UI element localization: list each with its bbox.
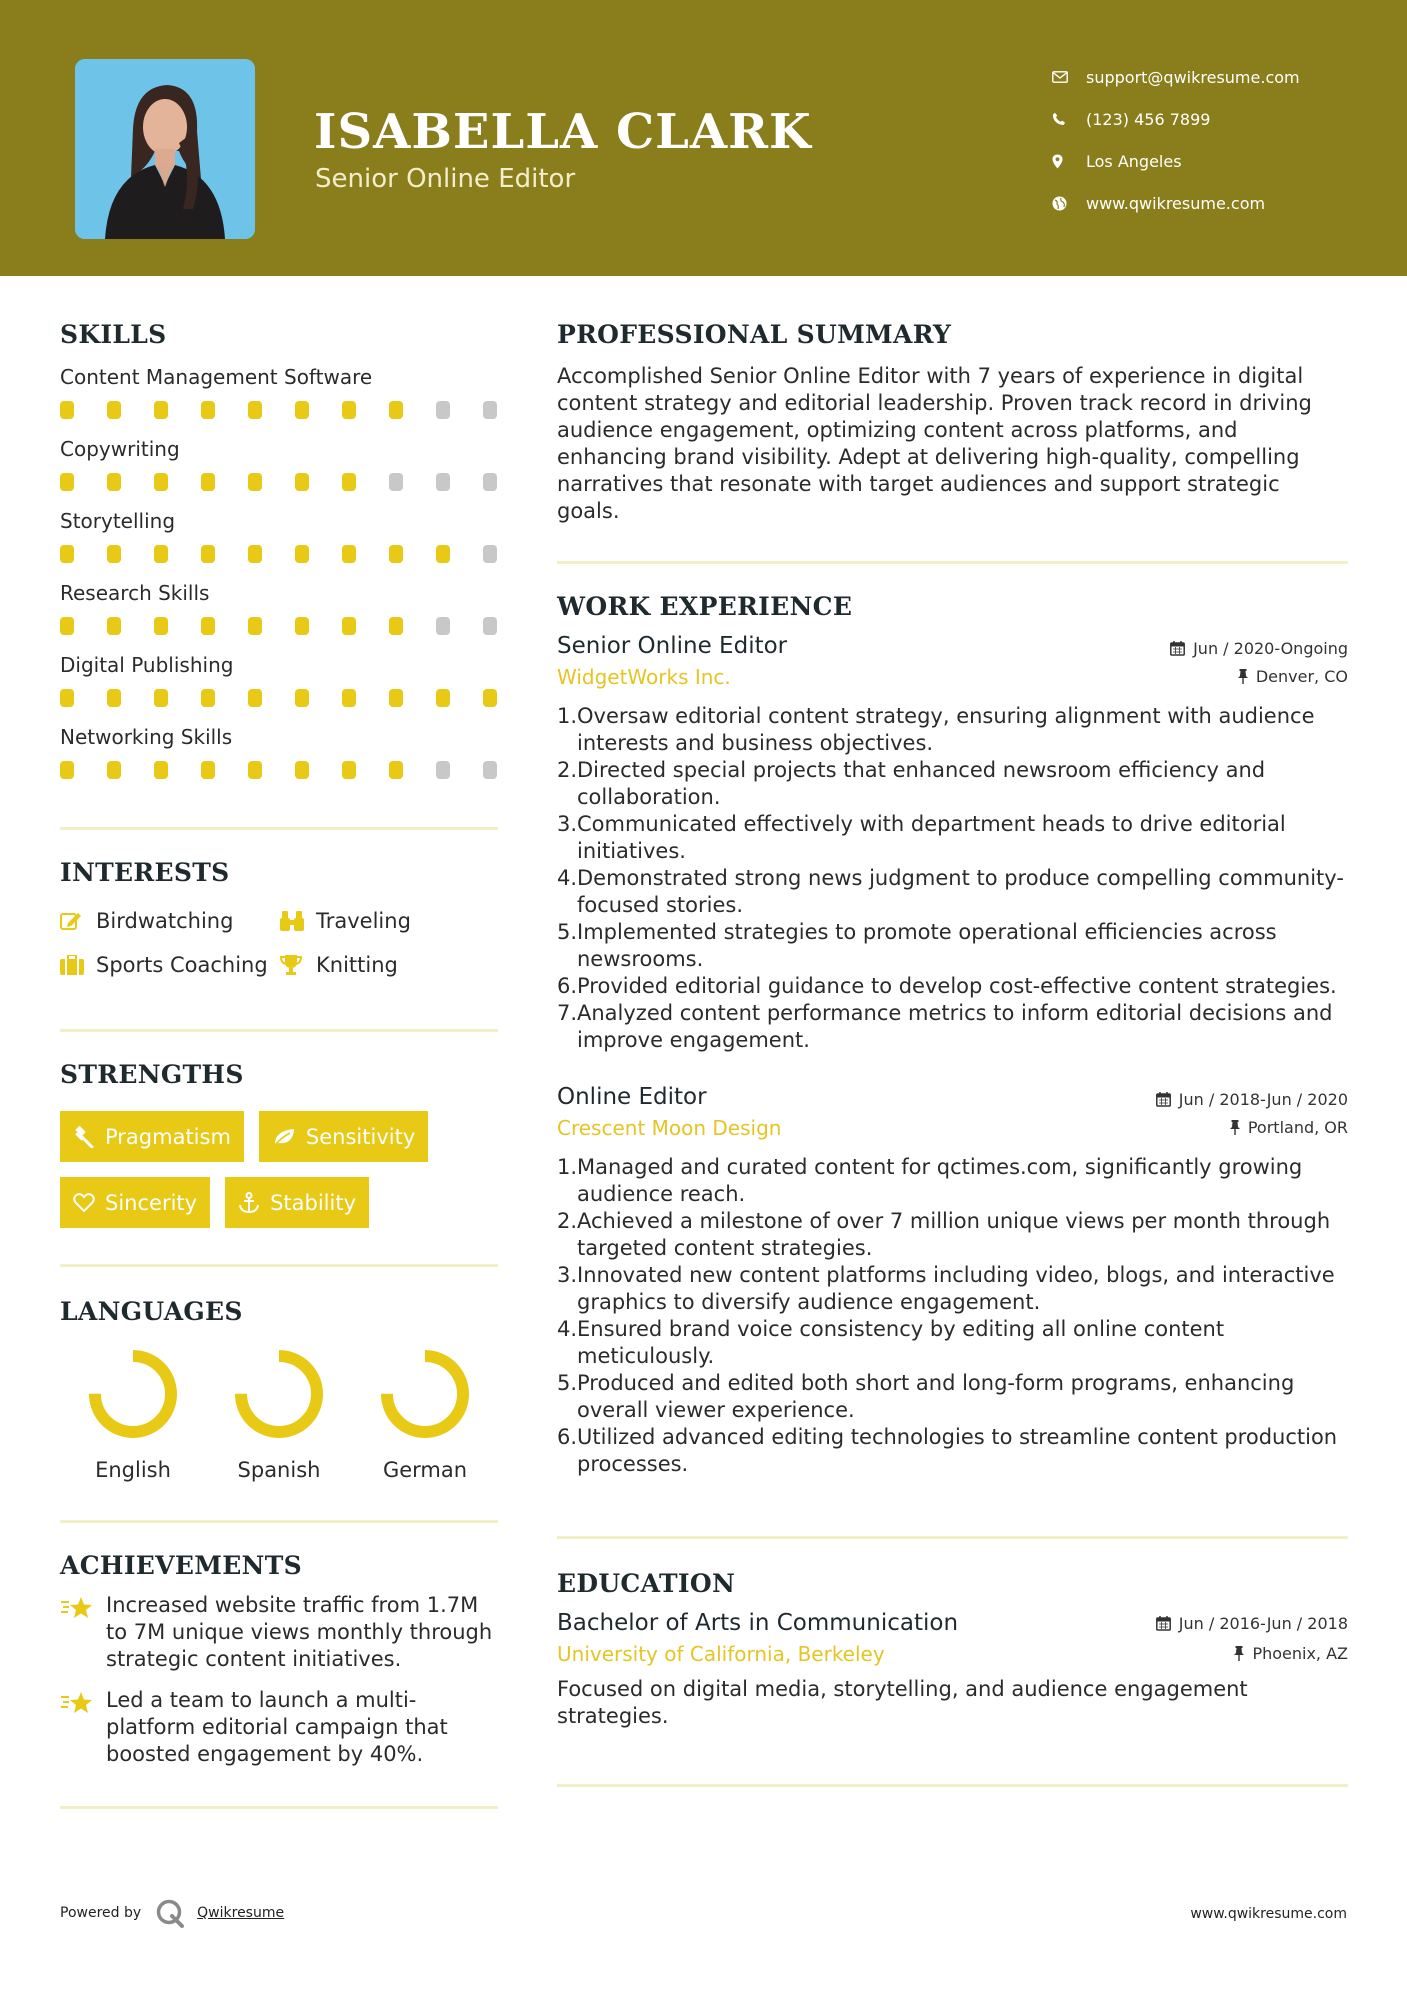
job-bullets xyxy=(557,1154,1348,1478)
summary-heading: PROFESSIONAL SUMMARY xyxy=(557,320,952,349)
summary-text: Accomplished Senior Online Editor with 7 years of experience in digital content strategy and editorial leadership. Proven track record in driving audience engagement, optimizing content across platforms, and enhancing brand visibility. Adept at delivering high-quality, compelling narratives that resonate with target audiences and support strategic goals. xyxy=(557,364,1312,523)
rating-dot-filled xyxy=(248,617,262,635)
interest-item xyxy=(280,953,480,977)
rating-dot-filled xyxy=(60,545,74,563)
job-bullet xyxy=(557,1424,1348,1478)
interest-label: Knitting xyxy=(316,953,398,977)
job-bullet xyxy=(557,1316,1348,1370)
rating-dot-filled xyxy=(201,617,215,635)
left-column xyxy=(60,320,498,1809)
education-location-text: Phoenix, AZ xyxy=(1252,1644,1348,1663)
rating-dot-filled xyxy=(201,401,215,419)
contact-website[interactable] xyxy=(1050,182,1380,224)
bullet-text: Provided editorial guidance to develop cost-effective content strategies. xyxy=(577,974,1337,998)
job-location xyxy=(1238,667,1348,686)
calendar-icon xyxy=(1156,1616,1171,1631)
strengths-list xyxy=(60,1111,498,1228)
skill-item xyxy=(60,653,498,707)
job-bullet xyxy=(557,865,1348,919)
right-column xyxy=(557,320,1348,1787)
job-location-text: Denver, CO xyxy=(1255,667,1348,686)
contact-phone-text: (123) 456 7899 xyxy=(1086,109,1211,129)
education-heading: EDUCATION xyxy=(557,1569,736,1598)
bullet-text: Produced and edited both short and long-form programs, enhancing overall viewer experience. xyxy=(577,1371,1295,1422)
rating-dot-filled xyxy=(389,401,403,419)
job-bullet xyxy=(557,1000,1348,1054)
rating-dot-filled xyxy=(201,761,215,779)
rating-dot-empty xyxy=(483,545,497,563)
skill-name: Digital Publishing xyxy=(60,653,234,677)
interest-item xyxy=(60,909,280,933)
rating-dot-filled xyxy=(248,761,262,779)
rating-dot-empty xyxy=(483,401,497,419)
job-title: Senior Online Editor xyxy=(557,633,788,659)
rating-dot-empty xyxy=(436,617,450,635)
section-divider xyxy=(557,1784,1348,1787)
skill-item xyxy=(60,509,498,563)
rating-dot-filled xyxy=(389,761,403,779)
strengths-heading: STRENGTHS xyxy=(60,1060,244,1089)
languages-heading: LANGUAGES xyxy=(60,1297,243,1326)
education-sub xyxy=(557,1642,1348,1666)
rating-dot-filled xyxy=(295,545,309,563)
bullet-text: Directed special projects that enhanced newsroom efficiency and collaboration. xyxy=(577,758,1266,809)
skill-name: Storytelling xyxy=(60,509,176,533)
rating-dot-filled xyxy=(107,545,121,563)
skill-item xyxy=(60,725,498,779)
section-divider xyxy=(60,1029,498,1032)
rating-dot-empty xyxy=(436,761,450,779)
skill-name: Content Management Software xyxy=(60,365,373,389)
bullet-number: 1. xyxy=(557,704,578,728)
job-dates-text: Jun / 2018-Jun / 2020 xyxy=(1178,1090,1348,1109)
skill-item xyxy=(60,437,498,491)
interest-label: Sports Coaching xyxy=(96,953,268,977)
skill-name: Networking Skills xyxy=(60,725,233,749)
experience-heading: WORK EXPERIENCE xyxy=(557,592,853,621)
achievement-item xyxy=(60,1687,498,1768)
skill-rating xyxy=(60,401,498,419)
calendar-icon xyxy=(1170,641,1185,656)
rating-dot-filled xyxy=(154,401,168,419)
bullet-number: 2. xyxy=(557,758,578,782)
binoculars-icon xyxy=(280,911,316,931)
strength-label: Pragmatism xyxy=(105,1124,231,1149)
job-dates xyxy=(1170,639,1348,658)
rating-dot-filled xyxy=(342,761,356,779)
trophy-icon xyxy=(280,954,316,976)
rating-dot-filled xyxy=(154,689,168,707)
job-title: Online Editor xyxy=(557,1084,707,1110)
strength-tag xyxy=(60,1177,210,1228)
rating-dot-filled xyxy=(295,473,309,491)
education-degree: Bachelor of Arts in Communication xyxy=(557,1610,959,1636)
skill-name: Research Skills xyxy=(60,581,210,605)
job-bullet xyxy=(557,1370,1348,1424)
bullet-text: Innovated new content platforms including video, blogs, and interactive graphics to diversify audience engagement. xyxy=(577,1263,1335,1314)
rating-dot-filled xyxy=(154,473,168,491)
rating-dot-filled xyxy=(248,473,262,491)
language-label: English xyxy=(95,1458,171,1482)
contact-website-text: www.qwikresume.com xyxy=(1086,193,1266,213)
rating-dot-filled xyxy=(248,401,262,419)
strengths-section xyxy=(60,1060,498,1228)
footer-powered-by xyxy=(60,1898,284,1928)
section-divider xyxy=(557,1536,1348,1539)
jobs-list xyxy=(557,633,1348,1478)
rating-dot-filled xyxy=(107,689,121,707)
profile-photo xyxy=(75,59,255,239)
skills-heading: SKILLS xyxy=(60,320,167,349)
job-dates xyxy=(1156,1090,1348,1109)
resume-header xyxy=(0,0,1407,276)
job-bullet xyxy=(557,1154,1348,1208)
bullet-number: 7. xyxy=(557,1001,578,1025)
footer-url[interactable]: www.qwikresume.com xyxy=(1190,1906,1347,1922)
education-section xyxy=(557,1569,1348,1730)
contact-email-text: support@qwikresume.com xyxy=(1086,67,1300,87)
anchor-icon xyxy=(238,1192,260,1214)
bullet-number: 6. xyxy=(557,974,578,998)
pencil-icon xyxy=(60,911,96,931)
skill-rating xyxy=(60,473,498,491)
achievements-section xyxy=(60,1551,498,1768)
rating-dot-filled xyxy=(201,545,215,563)
rating-dot-filled xyxy=(342,689,356,707)
bullet-text: Implemented strategies to promote operational efficiencies across newsrooms. xyxy=(577,920,1277,971)
rating-dot-filled xyxy=(342,617,356,635)
section-divider xyxy=(60,827,498,830)
language-ring xyxy=(233,1348,325,1440)
language-label: Spanish xyxy=(237,1458,321,1482)
achievement-text: Led a team to launch a multi-platform editorial campaign that boosted engagement by 40%. xyxy=(106,1688,448,1766)
rating-dot-filled xyxy=(248,545,262,563)
job-entry xyxy=(557,1084,1348,1478)
job-head xyxy=(557,633,1348,659)
job-bullet xyxy=(557,1262,1348,1316)
interests-section xyxy=(60,858,498,977)
strength-label: Stability xyxy=(270,1190,357,1215)
qwikresume-link[interactable]: Qwikresume xyxy=(197,1905,285,1921)
rating-dot-empty xyxy=(483,617,497,635)
rating-dot-filled xyxy=(60,689,74,707)
interest-item xyxy=(60,953,280,977)
interest-label: Birdwatching xyxy=(96,909,234,933)
rating-dot-filled xyxy=(389,545,403,563)
bullet-text: Managed and curated content for qctimes.com, significantly growing audience reach. xyxy=(577,1155,1303,1206)
powered-by-text: Powered by xyxy=(60,1905,142,1921)
qwikresume-logo-icon xyxy=(155,1898,185,1928)
job-sub xyxy=(557,665,1348,689)
pushpin-icon xyxy=(1238,669,1248,684)
bullet-text: Ensured brand voice consistency by editing all online content meticulously. xyxy=(577,1317,1225,1368)
rating-dot-filled xyxy=(107,401,121,419)
language-item xyxy=(206,1348,352,1482)
pushpin-icon xyxy=(1234,1646,1244,1661)
education-location xyxy=(1234,1644,1348,1663)
envelope-icon xyxy=(1050,71,1086,83)
section-divider xyxy=(60,1520,498,1523)
job-company: Crescent Moon Design xyxy=(557,1116,782,1140)
strength-tag xyxy=(60,1111,244,1162)
skills-section xyxy=(60,320,498,779)
language-ring xyxy=(87,1348,179,1440)
location-pin-icon xyxy=(1050,154,1086,169)
job-bullet xyxy=(557,757,1348,811)
job-bullet xyxy=(557,919,1348,973)
rating-dot-filled xyxy=(436,689,450,707)
globe-icon xyxy=(1050,196,1086,211)
rating-dot-filled xyxy=(436,545,450,563)
rating-dot-empty xyxy=(483,761,497,779)
pushpin-icon xyxy=(1230,1120,1240,1135)
briefcase-icon xyxy=(60,955,96,975)
bullet-number: 5. xyxy=(557,1371,578,1395)
rating-dot-filled xyxy=(154,545,168,563)
skill-item xyxy=(60,581,498,635)
job-bullet xyxy=(557,1208,1348,1262)
bullet-text: Utilized advanced editing technologies to streamline content production processes. xyxy=(577,1425,1338,1476)
interests-list xyxy=(60,909,498,977)
skill-rating xyxy=(60,689,498,707)
summary-section xyxy=(557,320,1348,525)
bullet-text: Analyzed content performance metrics to inform editorial decisions and improve engagement. xyxy=(577,1001,1333,1052)
bullet-text: Oversaw editorial content strategy, ensuring alignment with audience interests and business objectives. xyxy=(577,704,1315,755)
job-entry xyxy=(557,633,1348,1054)
rating-dot-empty xyxy=(483,473,497,491)
rating-dot-filled xyxy=(107,473,121,491)
rating-dot-filled xyxy=(201,689,215,707)
job-bullet xyxy=(557,811,1348,865)
star-icon xyxy=(60,1687,106,1768)
contact-location xyxy=(1050,140,1380,182)
bullet-number: 2. xyxy=(557,1209,578,1233)
rating-dot-filled xyxy=(60,473,74,491)
bullet-number: 4. xyxy=(557,1317,578,1341)
calendar-icon xyxy=(1156,1092,1171,1107)
rating-dot-filled xyxy=(295,617,309,635)
bullet-number: 6. xyxy=(557,1425,578,1449)
languages-section xyxy=(60,1297,498,1482)
rating-dot-filled xyxy=(342,401,356,419)
bullet-text: Demonstrated strong news judgment to produce compelling community-focused stories. xyxy=(577,866,1344,917)
rating-dot-filled xyxy=(295,761,309,779)
contact-location-text: Los Angeles xyxy=(1086,151,1182,171)
rating-dot-filled xyxy=(483,689,497,707)
bullet-number: 3. xyxy=(557,812,578,836)
skill-item xyxy=(60,365,498,419)
skill-name: Copywriting xyxy=(60,437,180,461)
bullet-number: 1. xyxy=(557,1155,578,1179)
bullet-number: 4. xyxy=(557,866,578,890)
rating-dot-filled xyxy=(201,473,215,491)
education-head xyxy=(557,1610,1348,1636)
rating-dot-filled xyxy=(60,761,74,779)
rating-dot-filled xyxy=(389,689,403,707)
phone-icon xyxy=(1050,112,1086,126)
skills-list xyxy=(60,365,498,779)
achievement-item xyxy=(60,1592,498,1673)
heart-icon xyxy=(73,1193,95,1213)
achievement-text: Increased website traffic from 1.7M to 7M unique views monthly through strategic content initiatives. xyxy=(106,1593,493,1671)
section-divider xyxy=(557,561,1348,564)
contact-phone[interactable] xyxy=(1050,98,1380,140)
rating-dot-filled xyxy=(248,689,262,707)
rating-dot-filled xyxy=(295,401,309,419)
rating-dot-filled xyxy=(295,689,309,707)
job-sub xyxy=(557,1116,1348,1140)
education-dates-text: Jun / 2016-Jun / 2018 xyxy=(1178,1614,1348,1633)
rating-dot-empty xyxy=(389,473,403,491)
contact-email[interactable] xyxy=(1050,56,1380,98)
education-school: University of California, Berkeley xyxy=(557,1642,885,1666)
language-ring xyxy=(379,1348,471,1440)
candidate-name: ISABELLA CLARK xyxy=(314,104,812,160)
job-company: WidgetWorks Inc. xyxy=(557,665,731,689)
bullet-text: Achieved a milestone of over 7 million unique views per month through targeted content strategies. xyxy=(577,1209,1331,1260)
rating-dot-filled xyxy=(60,401,74,419)
rating-dot-filled xyxy=(154,761,168,779)
rating-dot-empty xyxy=(436,473,450,491)
rating-dot-filled xyxy=(389,617,403,635)
contact-list xyxy=(1050,56,1380,224)
education-dates xyxy=(1156,1614,1348,1633)
star-icon xyxy=(60,1592,106,1673)
skill-rating xyxy=(60,761,498,779)
job-location-text: Portland, OR xyxy=(1247,1118,1348,1137)
bullet-text: Communicated effectively with department heads to drive editorial initiatives. xyxy=(577,812,1286,863)
job-bullet xyxy=(557,973,1348,1000)
language-item xyxy=(352,1348,498,1482)
job-dates-text: Jun / 2020-Ongoing xyxy=(1193,639,1348,658)
section-divider xyxy=(60,1264,498,1267)
strength-label: Sensitivity xyxy=(305,1124,416,1149)
interests-heading: INTERESTS xyxy=(60,858,230,887)
gavel-icon xyxy=(73,1126,95,1148)
strength-label: Sincerity xyxy=(105,1190,198,1215)
strength-tag xyxy=(225,1177,369,1228)
job-bullet xyxy=(557,703,1348,757)
job-location xyxy=(1230,1118,1348,1137)
rating-dot-filled xyxy=(107,617,121,635)
interest-item xyxy=(280,909,480,933)
languages-list xyxy=(60,1348,498,1482)
rating-dot-filled xyxy=(60,617,74,635)
experience-section xyxy=(557,592,1348,1478)
job-bullets xyxy=(557,703,1348,1054)
rating-dot-filled xyxy=(342,473,356,491)
leaf-icon xyxy=(272,1127,296,1147)
language-label: German xyxy=(382,1458,468,1482)
rating-dot-empty xyxy=(436,401,450,419)
language-item xyxy=(60,1348,206,1482)
rating-dot-filled xyxy=(342,545,356,563)
rating-dot-filled xyxy=(154,617,168,635)
section-divider xyxy=(60,1806,498,1809)
job-head xyxy=(557,1084,1348,1110)
education-description: Focused on digital media, storytelling, and audience engagement strategies. xyxy=(557,1677,1248,1728)
rating-dot-filled xyxy=(107,761,121,779)
interest-label: Traveling xyxy=(316,909,411,933)
strength-tag xyxy=(259,1111,428,1162)
achievements-heading: ACHIEVEMENTS xyxy=(60,1551,302,1580)
skill-rating xyxy=(60,545,498,563)
bullet-number: 5. xyxy=(557,920,578,944)
bullet-number: 3. xyxy=(557,1263,578,1287)
skill-rating xyxy=(60,617,498,635)
candidate-title: Senior Online Editor xyxy=(315,164,576,194)
